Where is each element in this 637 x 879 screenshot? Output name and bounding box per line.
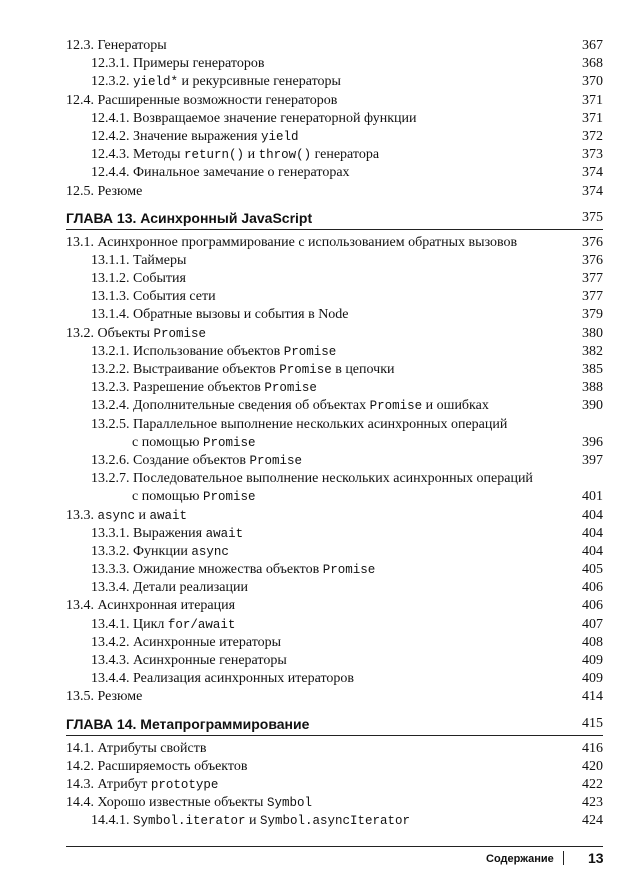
toc-page-number: 377 <box>582 271 603 287</box>
toc-page-number: 422 <box>582 776 603 792</box>
title-text: 13.4. Асинхронная итерация <box>66 598 236 614</box>
code-term: for/await <box>167 617 236 632</box>
toc-entry[interactable] <box>66 164 603 182</box>
code-term: async <box>97 508 136 523</box>
code-term: yield <box>260 129 299 144</box>
toc-page-number: 409 <box>582 671 603 687</box>
toc-page-number: 390 <box>582 398 603 414</box>
toc-entry-title <box>66 758 247 776</box>
title-text: 13.3.1. Выражения <box>91 525 206 541</box>
code-term: yield* <box>133 75 179 90</box>
toc-page-number: 372 <box>582 128 603 144</box>
table-of-contents <box>66 37 603 831</box>
code-term: Promise <box>202 490 256 505</box>
toc-entry[interactable] <box>66 343 603 361</box>
toc-chapter[interactable] <box>66 203 603 233</box>
toc-entry-title <box>91 164 350 182</box>
code-term: Promise <box>322 563 376 578</box>
code-term: return() <box>184 148 245 163</box>
title-text: 13.1.1. Таймеры <box>91 252 187 268</box>
toc-entry[interactable] <box>66 634 603 652</box>
code-term: Promise <box>369 399 423 414</box>
toc-page-number: 401 <box>582 489 603 505</box>
toc-entry[interactable] <box>66 379 603 397</box>
title-text: 12.3.2. <box>91 74 133 90</box>
toc-entry[interactable] <box>66 234 603 252</box>
toc-page-number: 404 <box>582 525 603 541</box>
toc-entry[interactable] <box>66 128 603 146</box>
toc-page-number: 406 <box>582 598 603 614</box>
title-text: 13.4.1. Цикл <box>91 616 168 632</box>
toc-page-number: 375 <box>582 209 603 225</box>
toc-entry-title <box>91 110 417 128</box>
footer-divider <box>563 851 564 865</box>
toc-page-number: 371 <box>582 92 603 108</box>
title-text: с помощью <box>132 434 203 450</box>
toc-page-number: 406 <box>582 580 603 596</box>
toc-entry-title <box>91 55 264 73</box>
toc-entry-title <box>91 543 229 561</box>
title-text: и <box>245 813 261 829</box>
code-term: Symbol.asyncIterator <box>260 814 411 829</box>
toc-entry[interactable] <box>66 73 603 91</box>
code-term: Promise <box>279 363 332 377</box>
toc-entry[interactable] <box>66 794 603 812</box>
title-text: 13.3. <box>66 507 98 523</box>
toc-page-number: 385 <box>582 362 603 377</box>
title-text: в цепочки <box>331 362 395 377</box>
toc-entry[interactable] <box>66 183 603 201</box>
title-text: 13.2. Объекты <box>66 325 154 341</box>
toc-entry[interactable] <box>66 252 603 270</box>
toc-page-number: 377 <box>582 289 603 305</box>
code-term: Symbol.iterator <box>133 814 246 829</box>
toc-entry[interactable] <box>66 812 603 830</box>
toc-page-number: 404 <box>582 507 603 523</box>
toc-entry-title <box>66 183 142 201</box>
toc-entry-title <box>66 37 167 55</box>
title-text: 13.1. Асинхронное программирование с использованием обратных вызовов <box>66 234 518 250</box>
toc-entry[interactable] <box>66 397 603 415</box>
toc-page-number: 382 <box>582 343 603 359</box>
toc-entry-title <box>66 740 206 758</box>
toc-page-number: 373 <box>582 147 603 163</box>
toc-entry-title <box>91 634 281 652</box>
title-text: ГЛАВА 13. Асинхронный JavaScript <box>66 209 313 226</box>
toc-page-number: 388 <box>582 380 603 396</box>
toc-entry-title <box>91 270 186 288</box>
toc-entry[interactable] <box>66 758 603 776</box>
toc-entry[interactable] <box>66 306 603 324</box>
toc-entry[interactable] <box>66 361 603 379</box>
toc-entry-title <box>91 397 489 415</box>
toc-page-number: 380 <box>582 325 603 341</box>
toc-entry[interactable] <box>66 270 603 288</box>
title-text: 12.4.3. Методы <box>91 147 185 163</box>
code-term: Promise <box>283 344 337 359</box>
toc-entry-title <box>91 379 317 397</box>
title-text: 13.4.4. Реализация асинхронных итераторов <box>91 671 354 687</box>
toc-entry-title <box>91 288 216 306</box>
title-text: 13.1.4. Обратные вызовы и события в Node <box>91 307 349 323</box>
title-text: 13.2.6. Создание объектов <box>91 452 250 468</box>
toc-entry-title <box>91 525 243 543</box>
toc-entry-title <box>66 776 218 794</box>
title-text: 13.2.4. Дополнительные сведения об объектах <box>91 398 370 414</box>
toc-entry-title <box>91 343 336 361</box>
title-text: 13.2.5. Параллельное выполнение нескольких асинхронных операций <box>91 416 508 432</box>
toc-entry-title <box>91 670 354 688</box>
toc-page-number: 374 <box>582 165 603 181</box>
toc-page-number: 415 <box>582 715 603 731</box>
toc-entry[interactable] <box>66 110 603 128</box>
toc-page-number: 405 <box>582 562 603 578</box>
title-text: 13.2.3. Разрешение объектов <box>91 380 265 396</box>
toc-page-number: 376 <box>582 234 603 250</box>
toc-entry[interactable] <box>66 55 603 73</box>
toc-entry[interactable] <box>66 616 603 634</box>
title-text: 13.4.3. Асинхронные генераторы <box>91 653 287 668</box>
toc-page-number: 367 <box>582 38 603 53</box>
toc-entry[interactable] <box>66 37 603 55</box>
toc-entry-title <box>91 306 349 324</box>
toc-page-number: 376 <box>582 252 603 268</box>
toc-page-number: 371 <box>582 110 603 126</box>
toc-page-number: 397 <box>582 452 603 468</box>
toc-entry-title <box>66 794 312 812</box>
toc-entry[interactable] <box>66 488 603 506</box>
toc-entry-title <box>66 688 142 706</box>
toc-entry-title <box>91 470 533 488</box>
title-text: и рекурсивные генераторы <box>178 74 341 90</box>
toc-entry-title <box>91 616 235 634</box>
toc-entry-title <box>91 252 186 270</box>
title-text: 12.4. Расширенные возможности генераторов <box>66 92 338 108</box>
toc-entry[interactable] <box>66 740 603 758</box>
toc-page-number: 368 <box>582 56 603 72</box>
toc-entry[interactable] <box>66 507 603 525</box>
code-term: Promise <box>264 381 317 396</box>
toc-entry-title <box>91 579 248 597</box>
chapter-rule <box>66 229 603 230</box>
toc-entry-title <box>91 561 375 579</box>
toc-entry-title <box>132 488 255 506</box>
toc-page-number: 370 <box>582 74 603 90</box>
toc-entry-title <box>91 416 507 434</box>
toc-page-number: 409 <box>582 653 603 668</box>
toc-entry-title <box>66 597 235 615</box>
title-text: 13.3.3. Ожидание множества объектов <box>91 562 323 578</box>
toc-chapter[interactable] <box>66 709 603 739</box>
toc-entry-title <box>132 434 255 452</box>
title-text: 14.3. Атрибут <box>66 776 151 792</box>
toc-page-number: 416 <box>582 740 603 756</box>
toc-entry[interactable] <box>66 597 603 615</box>
title-text: 13.5. Резюме <box>66 689 143 705</box>
toc-entry-title <box>91 128 298 146</box>
title-text: с помощью <box>132 489 203 505</box>
toc-entry[interactable] <box>66 452 603 470</box>
toc-entry-title <box>91 652 287 670</box>
toc-page-number: 396 <box>582 434 603 450</box>
title-text: 13.3.2. Функции <box>91 543 192 559</box>
chapter-rule <box>66 735 603 736</box>
title-text: 13.4.2. Асинхронные итераторы <box>91 634 282 650</box>
toc-entry[interactable] <box>66 579 603 597</box>
toc-entry-title <box>91 452 302 470</box>
code-term: prototype <box>150 777 219 792</box>
title-text: 13.1.2. События <box>91 271 186 287</box>
title-text: генератора <box>311 147 380 163</box>
title-text: 13.1.3. События сети <box>91 289 216 305</box>
title-text: 12.3.1. Примеры генераторов <box>91 56 265 72</box>
toc-entry[interactable] <box>66 325 603 343</box>
toc-entry-title <box>91 812 410 830</box>
toc-entry[interactable] <box>66 92 603 110</box>
title-text: 14.2. Расширяемость объектов <box>66 758 248 774</box>
toc-entry[interactable] <box>66 525 603 543</box>
footer-rule <box>66 846 603 847</box>
toc-entry[interactable] <box>66 543 603 561</box>
toc-entry[interactable] <box>66 146 603 164</box>
title-text: 13.2.7. Последовательное выполнение нескольких асинхронных операций <box>91 471 533 487</box>
code-term: Promise <box>249 453 303 468</box>
title-text: 14.4.1. <box>91 813 133 829</box>
toc-entry-title <box>91 361 394 379</box>
toc-entry[interactable] <box>66 416 603 434</box>
title-text: и <box>244 147 259 163</box>
toc-page-number: 404 <box>582 543 603 559</box>
code-term: Promise <box>153 326 206 341</box>
title-text: 12.4.1. Возвращаемое значение генераторной функции <box>91 110 417 126</box>
title-text: 12.4.4. Финальное замечание о генераторах <box>91 165 350 181</box>
toc-entry[interactable] <box>66 561 603 579</box>
toc-page-number: 420 <box>582 758 603 774</box>
title-text: и ошибках <box>422 398 489 414</box>
code-term: async <box>191 544 229 559</box>
code-term: Symbol <box>266 796 312 811</box>
footer-section-title: Содержание <box>486 853 554 865</box>
title-text: 14.4. Хорошо известные объекты <box>66 795 267 811</box>
toc-entry-title <box>66 92 337 110</box>
code-term: Promise <box>202 435 256 450</box>
title-text: 12.4.2. Значение выражения <box>91 128 261 144</box>
toc-entry[interactable] <box>66 470 603 488</box>
code-term: await <box>149 508 188 523</box>
title-text: 13.3.4. Детали реализации <box>91 580 248 596</box>
code-term: throw() <box>258 148 312 163</box>
toc-page-number: 374 <box>582 183 603 199</box>
toc-page-number: 424 <box>582 813 603 829</box>
toc-entry[interactable] <box>66 434 603 452</box>
title-text: 12.5. Резюме <box>66 183 143 199</box>
toc-entry-title <box>66 507 187 525</box>
toc-entry[interactable] <box>66 652 603 670</box>
toc-entry-title <box>66 234 517 252</box>
toc-entry[interactable] <box>66 288 603 306</box>
title-text: ГЛАВА 14. Метапрограммирование <box>66 715 310 732</box>
title-text: 12.3. Генераторы <box>66 38 167 53</box>
toc-entry-title <box>66 325 206 343</box>
title-text: и <box>135 507 150 523</box>
toc-page-number: 423 <box>582 795 603 811</box>
title-text: 13.2.1. Использование объектов <box>91 343 284 359</box>
title-text: 14.1. Атрибуты свойств <box>66 740 207 756</box>
code-term: await <box>205 526 244 541</box>
toc-entry[interactable] <box>66 688 603 706</box>
toc-page-number: 414 <box>582 689 603 705</box>
toc-entry[interactable] <box>66 776 603 794</box>
title-text: 13.2.2. Выстраивание объектов <box>91 362 280 377</box>
toc-page-number: 407 <box>582 616 603 632</box>
toc-entry-title <box>91 73 341 91</box>
footer-page-number: 13 <box>588 850 604 866</box>
toc-entry-title <box>91 146 379 164</box>
toc-page-number: 379 <box>582 307 603 323</box>
toc-entry[interactable] <box>66 670 603 688</box>
toc-page-number: 408 <box>582 634 603 650</box>
